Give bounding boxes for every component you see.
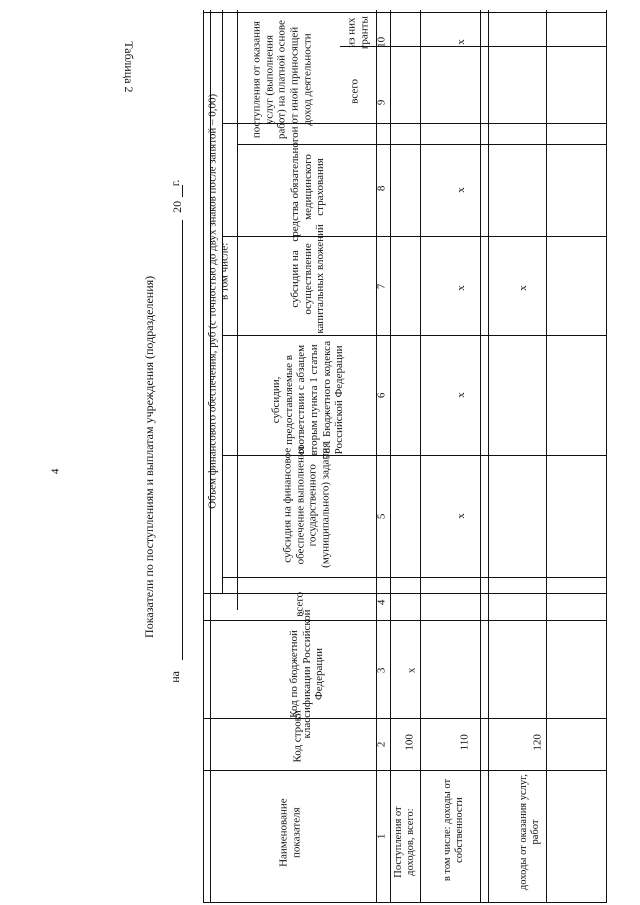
document-title: Показатели по поступлениям и выплатам учреждения (подразделения): [142, 275, 157, 638]
header-col5: субсидия на финансовое обеспечение выполнения государственного (муниципального) задания: [281, 442, 332, 568]
page-number: 4: [49, 468, 62, 475]
col-number: 3: [375, 667, 388, 674]
header-col2: Код строки: [291, 710, 304, 763]
date-year: 20: [170, 200, 185, 213]
row-code: 110: [458, 734, 471, 751]
header-col8: средства обязательного медицинского страхования: [289, 132, 327, 242]
table-label: Таблица 2: [121, 41, 136, 93]
header-inclusive: в том числе:: [218, 242, 231, 300]
col-number: 7: [375, 283, 388, 290]
date-prefix: на: [168, 671, 183, 683]
row-name: Поступления от доходов, всего:: [392, 806, 416, 878]
row-code: 100: [403, 734, 416, 751]
cross-mark: x: [516, 285, 529, 291]
row-name: в том числе: доходы от собственности: [441, 778, 465, 882]
col-number: 4: [375, 599, 388, 606]
col-number: 2: [375, 741, 388, 748]
header-col1: Наименование показателя: [277, 798, 302, 867]
header-col9-group: поступления от оказания услуг (выполнения работ) на платной основе и от иной приносящей доход деятельности: [250, 20, 313, 140]
cross-mark: x: [454, 513, 467, 519]
cross-mark: x: [454, 39, 467, 45]
header-col9: всего: [348, 78, 361, 104]
col-number: 8: [375, 185, 388, 192]
header-col6: субсидии, предоставляемые в соответствии с абзацем вторым пункта 1 статьи 78.1 Бюджетного кодекса Российской Федерации: [270, 340, 346, 459]
header-total: всего: [293, 591, 306, 617]
col-number: 9: [375, 99, 388, 106]
row-code: 120: [531, 734, 544, 751]
cross-mark: x: [454, 392, 467, 398]
date-suffix: г.: [168, 179, 183, 187]
row-name: доходы от оказания услуг, работ: [517, 774, 541, 891]
header-col3: Код по бюджетной классификации Российской Федерации: [288, 609, 326, 739]
header-col10: из них гранты: [345, 16, 370, 50]
header-col7: субсидии на осуществление капитальных вложений: [289, 224, 327, 334]
col-number: 6: [375, 392, 388, 399]
col-number: 10: [375, 36, 388, 48]
cross-mark: x: [454, 285, 467, 291]
cross-mark: x: [454, 187, 467, 193]
col-number: 5: [375, 513, 388, 520]
header-group: Объем финансового обеспечения, руб (с точностью до двух знаков после запятой – 0,00): [206, 93, 219, 509]
col-number: 1: [375, 833, 388, 840]
date-underline: [182, 220, 183, 660]
row-bk: x: [405, 667, 418, 674]
